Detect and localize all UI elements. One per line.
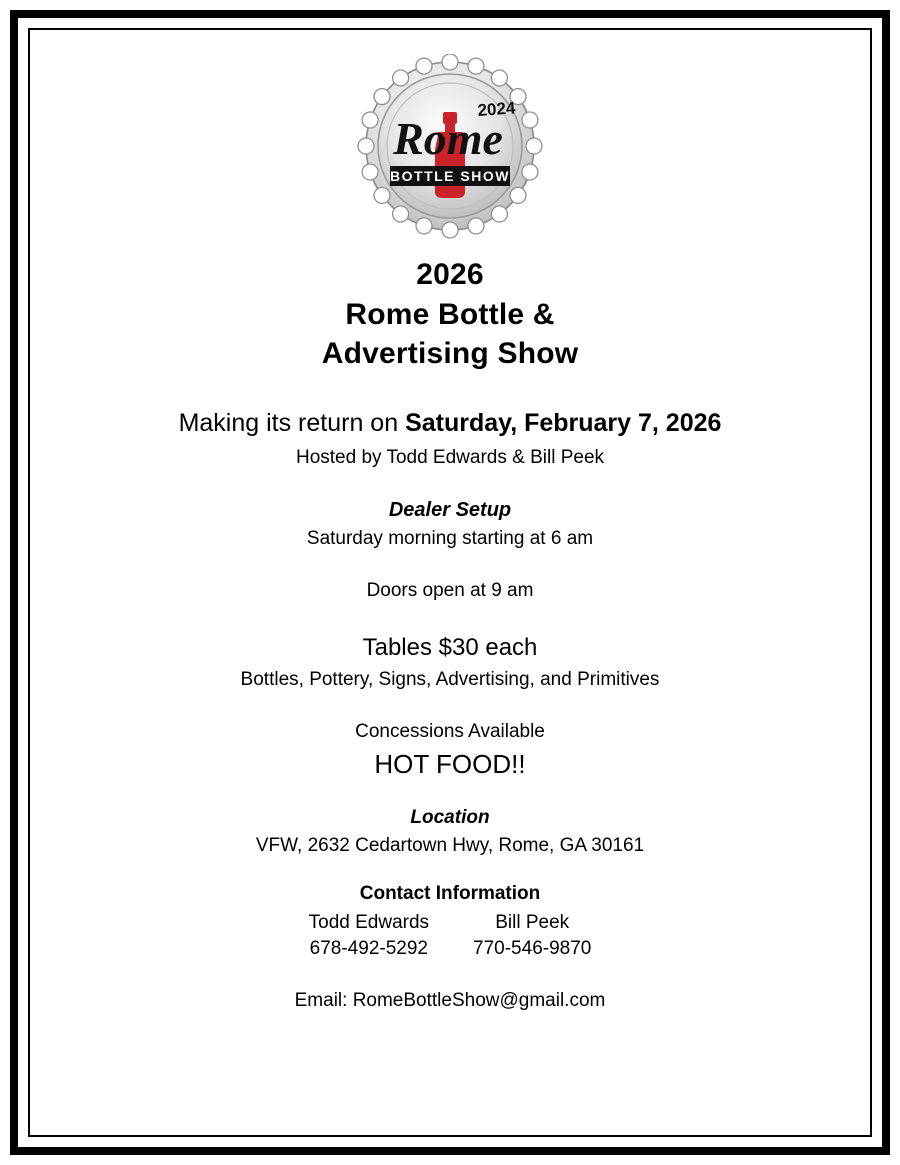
title-line-3: Advertising Show	[321, 337, 579, 371]
outer-border	[10, 10, 890, 1155]
hot-food: HOT FOOD!!	[374, 749, 526, 780]
return-date: Saturday, February 7, 2026	[405, 408, 722, 437]
contact-email: Email: RomeBottleShow@gmail.com	[294, 990, 606, 1012]
contact-name-2: Bill Peek	[495, 912, 570, 934]
table-row	[287, 936, 614, 962]
location-heading: Location	[410, 807, 490, 829]
return-prefix: Making its return on	[178, 408, 406, 437]
goods-list: Bottles, Pottery, Signs, Advertising, and Primitives	[240, 669, 660, 691]
table-row	[287, 910, 614, 936]
dealer-setup-time: Saturday morning starting at 6 am	[306, 528, 594, 550]
tables-price: Tables $30 each	[362, 634, 538, 662]
hosted-by: Hosted by Todd Edwards & Bill Peek	[295, 447, 605, 469]
title-line-1: 2026	[416, 258, 484, 291]
concessions: Concessions Available	[355, 721, 545, 743]
page-title	[70, 255, 830, 374]
venue-address: VFW, 2632 Cedartown Hwy, Rome, GA 30161	[255, 835, 645, 857]
svg-text:2024: 2024	[476, 98, 517, 120]
contact-phone-1: 678-492-5292	[309, 938, 428, 960]
return-date-line	[70, 408, 830, 439]
dealer-setup-heading: Dealer Setup	[388, 499, 512, 522]
inner-border	[28, 28, 872, 1137]
contact-table	[287, 910, 614, 962]
svg-text:BOTTLE SHOW: BOTTLE SHOW	[390, 168, 510, 184]
contact-phone-2: 770-546-9870	[473, 938, 592, 960]
svg-text:Rome: Rome	[393, 113, 503, 164]
doors-open: Doors open at 9 am	[366, 580, 534, 602]
contact-name-1: Todd Edwards	[308, 912, 430, 934]
logo-container	[70, 54, 830, 239]
bottle-cap-icon	[350, 54, 550, 239]
contact-heading: Contact Information	[359, 883, 541, 905]
title-line-2: Rome Bottle &	[345, 297, 555, 331]
